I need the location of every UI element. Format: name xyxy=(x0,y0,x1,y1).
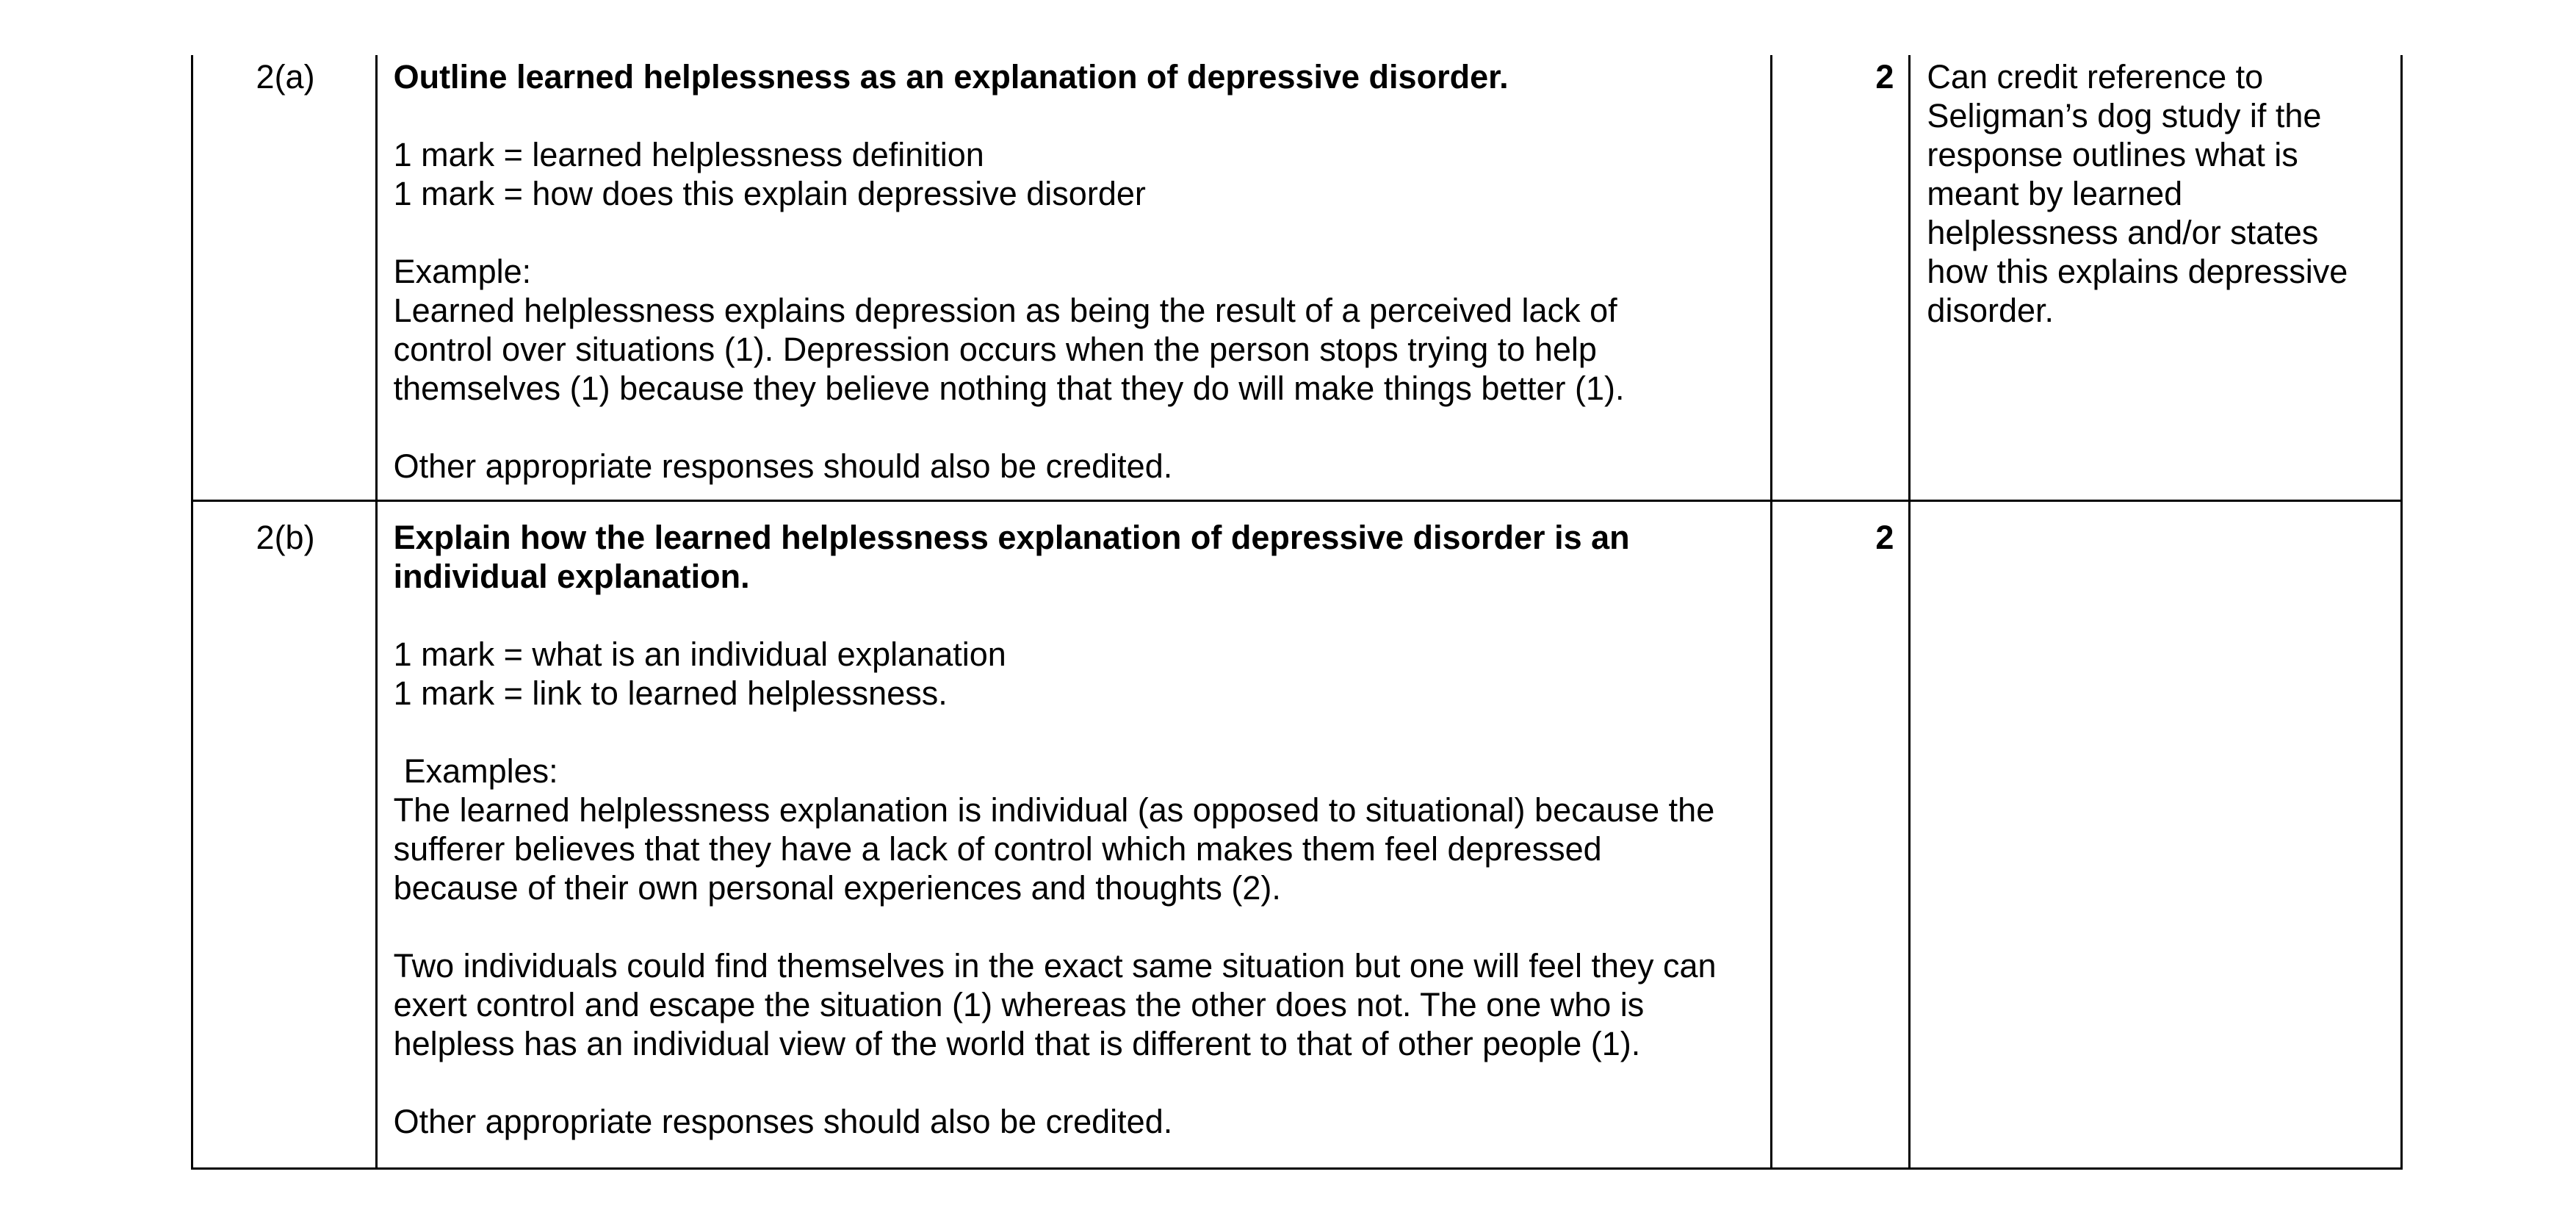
mark-criterion: 1 mark = learned helplessness definition xyxy=(393,136,984,173)
question-text: Explain how the learned helplessness explanation of depressive disorder is an xyxy=(393,519,1630,556)
table-row xyxy=(192,501,2402,1169)
mark-scheme-table xyxy=(191,55,2403,1170)
question-number: 2(a) xyxy=(192,55,377,501)
example-line: sufferer believes that they have a lack of control which makes them feel depressed xyxy=(393,830,1602,868)
guidance-line: meant by learned xyxy=(1927,175,2183,212)
question-text: Outline learned helplessness as an explanation of depressive disorder. xyxy=(393,58,1509,96)
question-text: individual explanation. xyxy=(393,558,750,595)
table-row xyxy=(192,55,2402,501)
example-line: helpless has an individual view of the world that is different to that of other people (1). xyxy=(393,1025,1641,1062)
guidance-line: helplessness and/or states xyxy=(1927,214,2319,251)
guidance-line: disorder. xyxy=(1927,292,2054,329)
example-line: themselves (1) because they believe nothing that they do will make things better (1). xyxy=(393,370,1625,407)
mark-criterion: 1 mark = how does this explain depressive disorder xyxy=(393,175,1146,212)
example-line: Two individuals could find themselves in the exact same situation but one will feel they can xyxy=(393,947,1717,985)
mark-criterion: 1 mark = what is an individual explanation xyxy=(393,636,1006,673)
guidance-line: how this explains depressive xyxy=(1927,253,2348,290)
guidance-cell xyxy=(1910,501,2402,1169)
answer-cell xyxy=(376,501,1771,1169)
guidance-cell xyxy=(1910,55,2402,501)
example-line: control over situations (1). Depression occurs when the person stops trying to help xyxy=(393,331,1597,368)
closing-note: Other appropriate responses should also be credited. xyxy=(393,447,1173,485)
marks-value: 2 xyxy=(1771,55,1909,501)
example-line: The learned helplessness explanation is individual (as opposed to situational) because the xyxy=(393,791,1715,829)
mark-criterion: 1 mark = link to learned helplessness. xyxy=(393,674,948,712)
guidance-line: response outlines what is xyxy=(1927,136,2298,173)
example-line: because of their own personal experiences and thoughts (2). xyxy=(393,869,1281,907)
question-number: 2(b) xyxy=(192,501,377,1169)
marks-value: 2 xyxy=(1771,501,1909,1169)
guidance-line: Can credit reference to xyxy=(1927,58,2264,96)
example-line: exert control and escape the situation (1) whereas the other does not. The one who is xyxy=(393,986,1645,1023)
example-heading: Examples: xyxy=(403,752,558,790)
closing-note: Other appropriate responses should also be credited. xyxy=(393,1103,1173,1140)
guidance-line: Seligman’s dog study if the xyxy=(1927,97,2322,134)
example-line: Learned helplessness explains depression as being the result of a perceived lack of xyxy=(393,292,1617,329)
example-heading: Example: xyxy=(393,253,532,290)
answer-cell xyxy=(376,55,1771,501)
